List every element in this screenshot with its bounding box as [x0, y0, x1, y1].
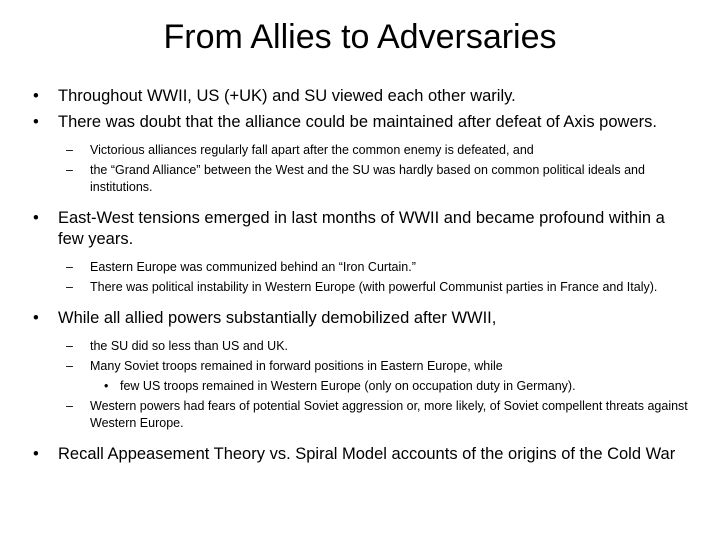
sub-bullet-point	[0, 398, 720, 432]
bullet-point	[0, 112, 720, 133]
slide-body	[0, 86, 720, 465]
dash-icon: –	[66, 163, 73, 177]
sub-bullet-text: There was political instability in Western Europe (with powerful Communist parties in France and Italy).	[90, 280, 658, 294]
sub-bullet-point	[0, 338, 720, 355]
sub-sub-bullet-text: few US troops remained in Western Europe (only on occupation duty in Germany).	[120, 379, 576, 393]
dash-icon: –	[66, 339, 73, 353]
bullet-icon: •	[33, 87, 39, 105]
bullet-icon: •	[104, 379, 109, 393]
sub-sub-bullet-point	[0, 378, 720, 395]
dash-icon: –	[66, 399, 73, 413]
sub-bullet-text: Victorious alliances regularly fall apart after the common enemy is defeated, and	[90, 143, 534, 157]
bullet-text: While all allied powers substantially demobilized after WWII,	[58, 309, 497, 327]
bullet-text: East-West tensions emerged in last months of WWII and became profound within a few years.	[58, 209, 665, 248]
sub-bullet-point	[0, 358, 720, 375]
dash-icon: –	[66, 359, 73, 373]
bullet-icon: •	[33, 113, 39, 131]
sub-bullet-point	[0, 142, 720, 159]
sub-bullet-point	[0, 259, 720, 276]
bullet-text: Throughout WWII, US (+UK) and SU viewed each other warily.	[58, 87, 516, 105]
bullet-text: Recall Appeasement Theory vs. Spiral Model accounts of the origins of the Cold War	[58, 445, 676, 463]
bullet-icon: •	[33, 309, 39, 327]
sub-bullet-text: Western powers had fears of potential Soviet aggression or, more likely, of Soviet compellent threats against Western Europe.	[90, 399, 688, 430]
sub-bullet-text: Eastern Europe was communized behind an “Iron Curtain.”	[90, 260, 416, 274]
slide-title: From Allies to Adversaries	[163, 18, 557, 56]
bullet-point	[0, 444, 720, 465]
sub-bullet-text: the SU did so less than US and UK.	[90, 339, 289, 353]
dash-icon: –	[66, 280, 73, 294]
dash-icon: –	[66, 143, 73, 157]
bullet-text: There was doubt that the alliance could be maintained after defeat of Axis powers.	[58, 113, 657, 131]
bullet-point	[0, 86, 720, 107]
bullet-point	[0, 308, 720, 329]
sub-bullet-point	[0, 279, 720, 296]
bullet-point	[0, 208, 720, 250]
sub-bullet-text: Many Soviet troops remained in forward positions in Eastern Europe, while	[90, 359, 503, 373]
bullet-icon: •	[33, 209, 39, 227]
sub-bullet-point	[0, 162, 720, 196]
dash-icon: –	[66, 260, 73, 274]
sub-bullet-text: the “Grand Alliance” between the West and the SU was hardly based on common political ideals and institutions.	[90, 163, 645, 194]
bullet-icon: •	[33, 445, 39, 463]
